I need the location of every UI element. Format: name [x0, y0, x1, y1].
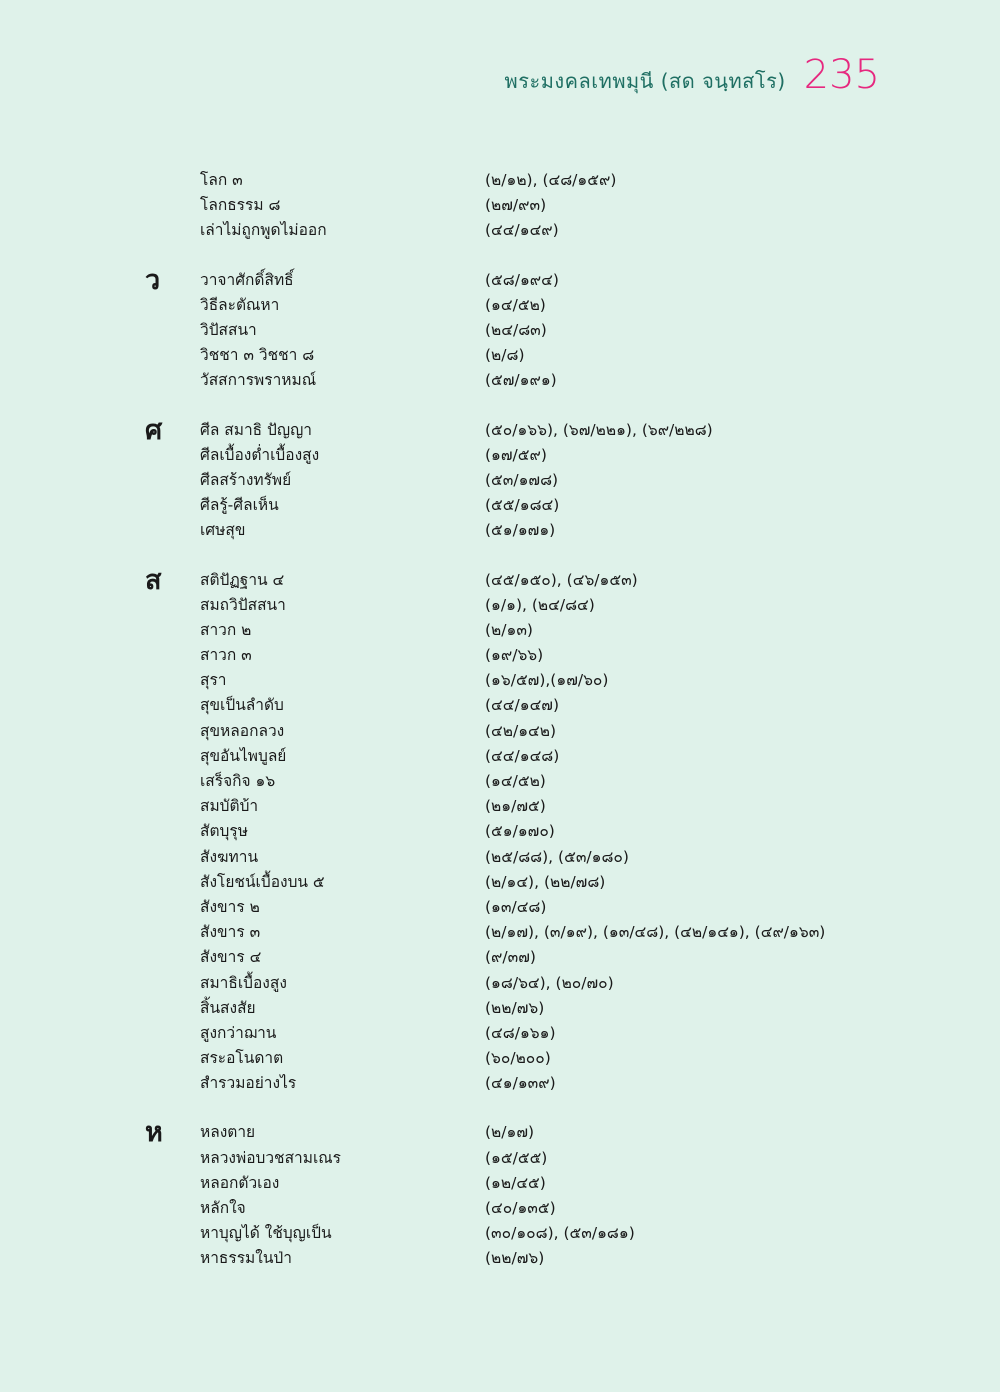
index-section [145, 264, 865, 394]
entry-page-refs: (๖๐/๒๐๐) [485, 1049, 551, 1068]
entry-page-refs: (๔๐/๑๓๕) [485, 1199, 556, 1218]
entry-page-refs: (๑๔/๕๒) [485, 772, 546, 791]
index-entry [145, 518, 865, 543]
entry-term: วิปัสสนา [200, 321, 257, 340]
index-entry [145, 1146, 865, 1171]
entry-page-refs: (๒/๑๗) [485, 1123, 535, 1142]
entry-page-refs: (๕๗/๑๙๑) [485, 371, 557, 390]
index-entry [145, 218, 865, 243]
index-entry [145, 945, 865, 970]
entry-page-refs: (๒๑/๗๕) [485, 797, 546, 816]
entry-term: หลอกตัวเอง [200, 1173, 280, 1192]
entry-page-refs: (๑/๑), (๒๔/๘๔) [485, 595, 595, 614]
entry-term: โลก ๓ [200, 171, 243, 190]
index-entry [145, 744, 865, 769]
entry-page-refs: (๔๔/๑๔๘) [485, 746, 560, 765]
entry-page-refs: (๒/๑๓) [485, 620, 533, 639]
entry-term: สาวก ๓ [200, 646, 252, 665]
index-section [145, 414, 865, 544]
entry-page-refs: (๒/๑๒), (๔๘/๑๕๙) [485, 171, 617, 190]
entry-term: หาธรรมในป่า [200, 1249, 292, 1268]
entry-term: สมาธิเบื้องสูง [200, 973, 287, 992]
entry-term: เล่าไม่ถูกพูดไม่ออก [200, 221, 327, 240]
index-entry [145, 293, 865, 318]
entry-term: สาวก ๒ [200, 620, 252, 639]
index-entry [145, 769, 865, 794]
entry-page-refs: (๕๕/๑๘๔) [485, 496, 560, 515]
entry-page-refs: (๔๒/๑๔๒) [485, 721, 557, 740]
index-entry [145, 920, 865, 945]
index-entry [145, 618, 865, 643]
entry-page-refs: (๕๓/๑๗๘) [485, 470, 559, 489]
entry-page-refs: (๒๒/๗๖) [485, 998, 545, 1017]
index-entry [145, 643, 865, 668]
entry-term: โลกธรรม ๘ [200, 196, 281, 215]
entry-term: เศษสุข [200, 521, 246, 540]
index-entry [145, 819, 865, 844]
entry-term: สุรา [200, 671, 227, 690]
index-entry [145, 493, 865, 518]
entry-page-refs: (๒/๘) [485, 346, 525, 365]
index-entry [145, 870, 865, 895]
entry-page-refs: (๑๓/๔๘) [485, 897, 547, 916]
entry-page-refs: (๒๕/๘๘), (๕๓/๑๘๐) [485, 847, 629, 866]
entry-term: สุขหลอกลวง [200, 721, 285, 740]
entry-page-refs: (๑๖/๕๗),(๑๗/๖๐) [485, 671, 609, 690]
index-entry [145, 1196, 865, 1221]
index-entry [145, 343, 865, 368]
index-entry [145, 564, 865, 596]
entry-term: สังขาร ๔ [200, 948, 262, 967]
section-letter: ส [145, 564, 162, 596]
index-entry [145, 168, 865, 193]
index-entry [145, 1046, 865, 1071]
entry-page-refs: (๒๔/๘๓) [485, 321, 547, 340]
entry-term: สระอโนดาต [200, 1049, 284, 1068]
entry-term: สติปัฏฐาน ๔ [200, 570, 285, 589]
index-entry [145, 1021, 865, 1046]
entry-term: สุขเป็นลำดับ [200, 696, 284, 715]
entry-page-refs: (๒/๑๗), (๓/๑๙), (๑๓/๔๘), (๔๒/๑๔๑), (๔๙/๑๖๓) [485, 923, 826, 942]
index-entry [145, 845, 865, 870]
index-entry [145, 264, 865, 296]
entry-term: วัสสการพราหมณ์ [200, 371, 317, 390]
entry-page-refs: (๑๙/๖๖) [485, 646, 544, 665]
page-number: 235 [803, 52, 880, 98]
entry-page-refs: (๕๐/๑๖๖), (๖๗/๒๒๑), (๖๙/๒๒๘) [485, 420, 713, 439]
entry-term: วิธีละตัณหา [200, 295, 280, 314]
entry-page-refs: (๓๐/๑๐๘), (๕๓/๑๘๑) [485, 1224, 635, 1243]
index-entry [145, 1117, 865, 1149]
index-entry [145, 1221, 865, 1246]
entry-page-refs: (๔๔/๑๔๗) [485, 696, 560, 715]
entry-page-refs: (๑๘/๖๔), (๒๐/๗๐) [485, 973, 614, 992]
entry-term: สังขาร ๓ [200, 923, 261, 942]
entry-term: เสร็จกิจ ๑๖ [200, 772, 276, 791]
entry-term: ศีลสร้างทรัพย์ [200, 470, 292, 489]
entry-term: วาจาศักดิ์สิทธิ์ [200, 270, 294, 289]
index-entry [145, 1246, 865, 1271]
entry-term: สุขอันไพบูลย์ [200, 746, 287, 765]
entry-term: สิ้นสงสัย [200, 998, 256, 1017]
entry-term: หลงตาย [200, 1123, 256, 1142]
entry-page-refs: (๑๗/๕๙) [485, 445, 547, 464]
entry-term: สมถวิปัสสนา [200, 595, 286, 614]
section-letter: ห [145, 1117, 163, 1149]
index-entry [145, 468, 865, 493]
index-entry [145, 443, 865, 468]
entry-term: หาบุญได้ ใช้บุญเป็น [200, 1224, 332, 1243]
entry-page-refs: (๒๒/๗๖) [485, 1249, 545, 1268]
entry-term: สมบัติบ้า [200, 797, 259, 816]
index-entry [145, 414, 865, 446]
index-entry [145, 996, 865, 1021]
entry-page-refs: (๔๕/๑๕๐), (๔๖/๑๕๓) [485, 570, 638, 589]
index-entry [145, 318, 865, 343]
entry-page-refs: (๔๔/๑๔๙) [485, 221, 559, 240]
entry-page-refs: (๕๑/๑๗๐) [485, 822, 555, 841]
entry-term: สังฆทาน [200, 847, 259, 866]
entry-page-refs: (๙/๓๗) [485, 948, 536, 967]
entry-term: วิชชา ๓ วิชชา ๘ [200, 346, 315, 365]
index-section [145, 564, 865, 1096]
index-section [145, 168, 865, 244]
entry-term: หลักใจ [200, 1199, 246, 1218]
entry-page-refs: (๔๑/๑๓๙) [485, 1074, 556, 1093]
entry-term: สังโยชน์เบื้องบน ๕ [200, 872, 325, 891]
entry-page-refs: (๕๘/๑๙๔) [485, 270, 559, 289]
entry-page-refs: (๒/๑๔), (๒๒/๗๘) [485, 872, 606, 891]
index-entry [145, 719, 865, 744]
index-entry [145, 593, 865, 618]
entry-term: ศีล สมาธิ ปัญญา [200, 420, 312, 439]
entry-term: หลวงพ่อบวชสามเณร [200, 1148, 341, 1167]
entry-page-refs: (๑๕/๕๕) [485, 1148, 548, 1167]
index-entry [145, 193, 865, 218]
index-list [145, 168, 865, 1296]
index-section [145, 1117, 865, 1271]
index-entry [145, 970, 865, 995]
entry-page-refs: (๒๗/๙๓) [485, 196, 547, 215]
index-entry [145, 1071, 865, 1096]
index-entry [145, 895, 865, 920]
entry-term: สังขาร ๒ [200, 897, 260, 916]
index-entry [145, 693, 865, 718]
entry-term: ศีลเบื้องต่ำเบื้องสูง [200, 445, 320, 464]
entry-term: สัตบุรุษ [200, 822, 248, 841]
book-title: พระมงคลเทพมุนี (สด จนฺทสโร) [504, 69, 786, 93]
entry-term: ศีลรู้-ศีลเห็น [200, 496, 279, 515]
entry-term: สำรวมอย่างไร [200, 1074, 297, 1093]
entry-page-refs: (๔๘/๑๖๑) [485, 1023, 556, 1042]
entry-page-refs: (๑๔/๕๒) [485, 295, 546, 314]
running-header [505, 52, 880, 98]
entry-page-refs: (๑๒/๔๕) [485, 1173, 546, 1192]
entry-page-refs: (๕๑/๑๗๑) [485, 521, 556, 540]
index-entry [145, 1171, 865, 1196]
index-entry [145, 794, 865, 819]
entry-term: สูงกว่าฌาน [200, 1023, 277, 1042]
index-entry [145, 368, 865, 393]
index-entry [145, 668, 865, 693]
section-letter: ศ [145, 414, 163, 446]
section-letter: ว [145, 264, 161, 296]
